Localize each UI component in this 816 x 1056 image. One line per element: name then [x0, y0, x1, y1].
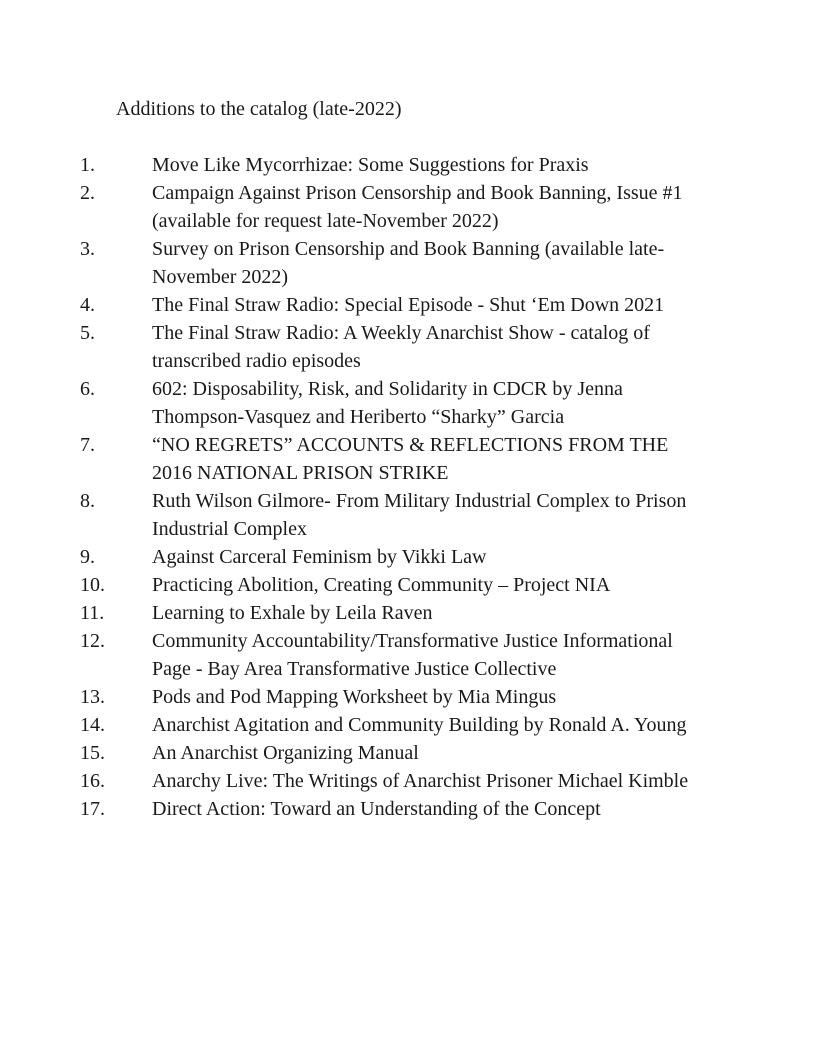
item-text: Practicing Abolition, Creating Community – Project NIA — [152, 574, 611, 596]
item-text: “NO REGRETS” ACCOUNTS & REFLECTIONS FROM THE 2016 NATIONAL PRISON STRIKE — [152, 434, 669, 484]
list-item — [80, 487, 720, 543]
item-number: 15. — [80, 742, 105, 764]
item-number: 4. — [80, 294, 95, 316]
list-item — [80, 319, 720, 375]
item-text: Move Like Mycorrhizae: Some Suggestions for Praxis — [152, 154, 589, 176]
item-text: The Final Straw Radio: A Weekly Anarchist Show - catalog of transcribed radio episodes — [152, 322, 650, 372]
item-number: 10. — [80, 574, 105, 596]
item-number: 6. — [80, 378, 95, 400]
item-text: Community Accountability/Transformative Justice Informational Page - Bay Area Transformative Justice Collective — [152, 630, 673, 680]
list-item — [80, 599, 720, 627]
document-heading: Additions to the catalog (late-2022) — [116, 98, 402, 120]
list-item — [80, 179, 720, 235]
item-text: The Final Straw Radio: Special Episode - Shut ‘Em Down 2021 — [152, 294, 665, 316]
list-item — [80, 683, 720, 711]
list-item — [80, 375, 720, 431]
item-number: 2. — [80, 182, 95, 204]
list-item — [80, 627, 720, 683]
list-item — [80, 151, 720, 179]
list-item — [80, 543, 720, 571]
item-number: 12. — [80, 630, 105, 652]
item-text: Learning to Exhale by Leila Raven — [152, 602, 433, 624]
list-item — [80, 767, 720, 795]
list-item — [80, 291, 720, 319]
item-text: An Anarchist Organizing Manual — [152, 742, 419, 764]
list-item — [80, 711, 720, 739]
item-number: 7. — [80, 434, 95, 456]
list-item — [80, 235, 720, 291]
list-item — [80, 739, 720, 767]
item-text: Anarchist Agitation and Community Building by Ronald A. Young — [152, 714, 687, 736]
item-text: 602: Disposability, Risk, and Solidarity in CDCR by Jenna Thompson-Vasquez and Heriberto “Sharky” Garcia — [152, 378, 623, 428]
item-text: Survey on Prison Censorship and Book Banning (available late-November 2022) — [152, 238, 665, 288]
item-text: Direct Action: Toward an Understanding of the Concept — [152, 798, 601, 820]
item-text: Pods and Pod Mapping Worksheet by Mia Mingus — [152, 686, 557, 708]
item-number: 8. — [80, 490, 95, 512]
item-text: Ruth Wilson Gilmore- From Military Industrial Complex to Prison Industrial Complex — [152, 490, 687, 540]
item-number: 1. — [80, 154, 95, 176]
item-text: Anarchy Live: The Writings of Anarchist Prisoner Michael Kimble — [152, 770, 689, 792]
item-text: Against Carceral Feminism by Vikki Law — [152, 546, 487, 568]
item-number: 13. — [80, 686, 105, 708]
catalog-list — [80, 151, 720, 823]
item-number: 16. — [80, 770, 105, 792]
item-number: 9. — [80, 546, 95, 568]
item-number: 3. — [80, 238, 95, 260]
item-text: Campaign Against Prison Censorship and Book Banning, Issue #1 (available for request late-November 2022) — [152, 182, 683, 232]
item-number: 11. — [80, 602, 105, 624]
item-number: 17. — [80, 798, 105, 820]
list-item — [80, 431, 720, 487]
item-number: 14. — [80, 714, 105, 736]
list-item — [80, 571, 720, 599]
list-item — [80, 795, 720, 823]
item-number: 5. — [80, 322, 95, 344]
